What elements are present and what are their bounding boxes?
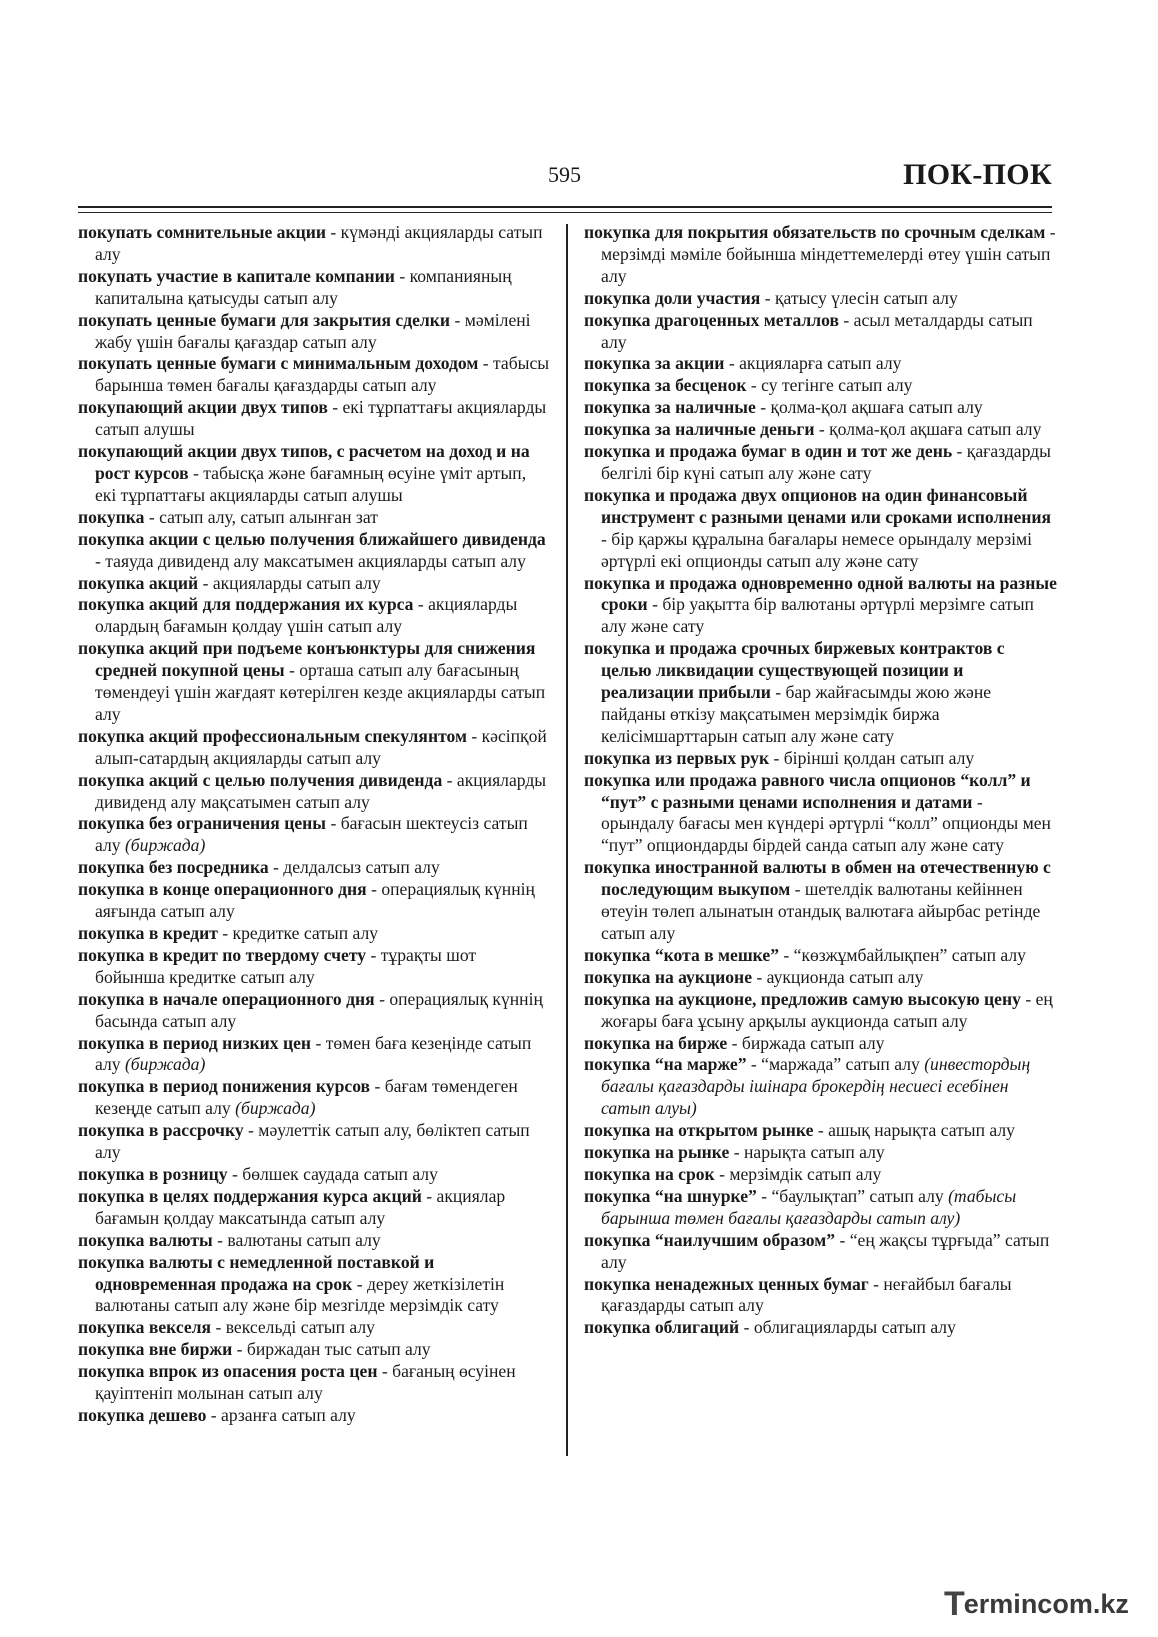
dictionary-entry xyxy=(584,1142,1058,1164)
dictionary-entry xyxy=(78,879,550,923)
entry-definition: - кәсіпқой алып-сатардың акцияларды сатып алу xyxy=(95,725,547,768)
entry-term: покупка и продажа одновременно одной валюты на разные сроки xyxy=(584,572,1057,615)
dictionary-entry xyxy=(584,638,1058,748)
entry-definition: - су тегінге сатып алу xyxy=(746,375,913,396)
entry-term: покупка иностранной валюты в обмен на отечественную с последующим выкупом xyxy=(584,857,1051,900)
entry-definition: - екі тұрпаттағы акцияларды сатып алушы xyxy=(95,397,547,440)
entry-definition: - төмен баға кезеңінде сатып алу xyxy=(95,1032,532,1075)
entry-term: покупка “наилучшим образом” xyxy=(584,1229,836,1250)
entry-term: покупка “кота в мешке” xyxy=(584,944,779,965)
dictionary-entry xyxy=(78,1405,550,1427)
entry-definition: - мәулеттік сатып алу, бөліктеп сатып алу xyxy=(95,1120,530,1163)
entry-term: покупка в кредит xyxy=(78,923,218,943)
entry-definition: - ең жоғары баға ұсыну арқылы аукционда сатып алу xyxy=(601,988,1053,1031)
entry-term: покупка для покрытия обязательств по срочным сделкам xyxy=(584,222,1046,242)
entry-term: покупка в розницу xyxy=(78,1163,228,1184)
dictionary-entry xyxy=(78,1164,550,1186)
dictionary-entry xyxy=(584,288,1058,310)
entry-definition: - асыл металдарды сатып алу xyxy=(601,309,1033,352)
entry-definition: - қағаздарды белгілі бір күні сатып алу және сату xyxy=(601,441,1051,483)
entry-definition: - орташа сатып алу бағасының төмендеуі үшін жағдаят көтерілген кезде акцияларды сатып алу xyxy=(95,660,546,724)
entry-definition: - арзанға сатып алу xyxy=(206,1404,356,1425)
dictionary-entry xyxy=(584,397,1058,419)
page-title: ПОК-ПОК xyxy=(903,158,1052,191)
entry-term: покупка и продажа двух опционов на один финансовый инструмент с разными ценами или сроками исполнения xyxy=(584,484,1052,527)
entry-definition: - дереу жеткізілетін валютаны сатып алу және бір мезгілде мерзімдік сату xyxy=(95,1273,505,1316)
entry-definition: - тұрақты шот бойынша кредитке сатып алу xyxy=(95,944,477,987)
dictionary-entry xyxy=(78,989,550,1033)
entry-term: покупка в кредит по твердому счету xyxy=(78,944,367,965)
entry-definition: - таяуда дивиденд алу максатымен акцияларды сатып алу xyxy=(95,550,526,571)
entry-definition: - акцияларды дивиденд алу мақсатымен сатып алу xyxy=(95,769,547,812)
entry-term: покупка в период низких цен xyxy=(78,1032,312,1053)
logo-mark-icon: T xyxy=(944,1584,964,1623)
dictionary-entry xyxy=(78,638,550,726)
entry-term: покупка и продажа срочных биржевых контрактов с целью ликвидации существующей позиции и реализации прибыли xyxy=(584,638,1005,703)
page-number: 595 xyxy=(548,162,581,187)
entry-term: покупка на бирже xyxy=(584,1032,728,1053)
entry-definition: - биржадан тыс сатып алу xyxy=(232,1339,431,1360)
entry-term: покупка в начале операционного дня xyxy=(78,988,375,1009)
entry-term: покупка за наличные xyxy=(584,397,756,418)
entry-definition: - биржада сатып алу xyxy=(727,1032,885,1053)
entry-note: (биржада) xyxy=(124,1054,206,1075)
entry-definition: - қолма-қол ақшаға сатып алу xyxy=(755,397,983,418)
column-divider xyxy=(566,224,568,1456)
entry-definition: - акциялар бағамын қолдау максатында сатып алу xyxy=(95,1185,506,1228)
entry-term: покупка без ограничения цены xyxy=(78,813,327,834)
entry-term: покупка на рынке xyxy=(584,1142,730,1163)
dictionary-entry xyxy=(78,507,550,529)
entry-definition: - күмәнді акцияларды сатып алу xyxy=(95,222,543,264)
entry-term: покупка акций для поддержания их курса xyxy=(78,594,414,615)
dictionary-entry xyxy=(584,419,1058,441)
dictionary-entry xyxy=(584,310,1058,354)
dictionary-entry xyxy=(78,266,550,310)
dictionary-entry xyxy=(584,967,1058,989)
dictionary-entry xyxy=(78,310,550,354)
entry-definition: - вексельді сатып алу xyxy=(211,1317,375,1338)
dictionary-entry xyxy=(78,441,550,507)
entry-definition: - сатып алу, сатып алынған зат xyxy=(144,506,378,527)
dictionary-entry xyxy=(78,397,550,441)
entry-term: покупка в конце операционного дня xyxy=(78,879,367,900)
entry-term: покупка на аукционе, предложив самую высокую цену xyxy=(584,988,1021,1009)
entry-term: покупка валюты с немедленной поставкой и одновременная продажа на срок xyxy=(78,1251,435,1294)
entry-term: покупка за наличные деньги xyxy=(584,419,815,440)
dictionary-entry xyxy=(584,222,1058,288)
entry-term: покупка ненадежных ценных бумаг xyxy=(584,1273,869,1294)
entry-definition: - мерзімдік сатып алу xyxy=(714,1163,882,1184)
dictionary-entry xyxy=(78,726,550,770)
entry-definition: - орындалу бағасы мен күндері әртүрлі “колл” опционды мен “пут” опциондарды бірдей санда сатып алу және сату xyxy=(601,791,1051,856)
dictionary-entry xyxy=(584,1054,1058,1120)
entry-definition: - операциялық күннің аяғында сатып алу xyxy=(95,879,535,922)
entry-definition: - мәмілені жабу үшін бағалы қағаздар сатып алу xyxy=(95,309,531,352)
dictionary-entry xyxy=(78,1230,550,1252)
entry-term: покупать ценные бумаги для закрытия сделки xyxy=(78,309,451,330)
dictionary-entry xyxy=(584,770,1058,858)
dictionary-entry xyxy=(78,1120,550,1164)
entry-definition: - делдалсыз сатып алу xyxy=(268,857,440,878)
dictionary-entry xyxy=(78,813,550,857)
entry-term: покупка или продажа равного числа опционов “колл” и “пут” с разными ценами исполнения и датами xyxy=(584,769,1031,812)
entry-term: покупка и продажа бумаг в один и тот же день xyxy=(584,441,953,462)
entry-definition: - бағасын шектеусіз сатып алу xyxy=(95,813,528,856)
dictionary-entry xyxy=(78,770,550,814)
entry-term: покупка за акции xyxy=(584,353,725,374)
entry-definition: - компанияның капиталына қатысуды сатып алу xyxy=(95,265,512,308)
entry-definition: - мерзімді мәміле бойынша міндеттемелерді өтеу үшін сатып алу xyxy=(601,222,1056,286)
dictionary-entry xyxy=(584,748,1058,770)
entry-term: покупка акций при подъеме конъюнктуры для снижения средней покупной цены xyxy=(78,638,536,681)
entry-term: покупка на аукционе xyxy=(584,966,753,987)
entry-term: покупка в целях поддержания курса акций xyxy=(78,1185,422,1206)
entry-term: покупка дешево xyxy=(78,1404,207,1425)
entry-definition: - табысқа және бағамның өсуіне үміт артып, екі тұрпаттағы акцияларды сатып алушы xyxy=(95,462,527,505)
entry-definition: - бір қаржы құралына бағалары немесе орындалу мерзімі әртүрлі екі опционды сатып алу және сату xyxy=(601,528,1033,571)
entry-term: покупка без посредника xyxy=(78,857,269,878)
entry-definition: - бөлшек саудада сатып алу xyxy=(227,1163,438,1184)
dictionary-entry xyxy=(584,441,1058,485)
entry-definition: - “көзжұмбайлықпен” сатып алу xyxy=(779,944,1026,965)
entry-term: покупка драгоценных металлов xyxy=(584,309,840,330)
dictionary-entry xyxy=(78,923,550,945)
entry-term: покупающий акции двух типов xyxy=(78,397,328,418)
dictionary-entry xyxy=(78,1361,550,1405)
entry-definition: - табысы барынша төмен бағалы қағаздарды сатып алу xyxy=(95,353,550,396)
entry-term: покупающий акции двух типов, с расчетом на доход и на рост курсов xyxy=(78,441,530,483)
dictionary-entry xyxy=(78,1186,550,1230)
logo-text: ermincom.kz xyxy=(963,1588,1129,1619)
site-logo[interactable] xyxy=(944,1584,1149,1624)
dictionary-entry xyxy=(78,945,550,989)
entry-term: покупка “на марже” xyxy=(584,1054,747,1075)
entry-term: покупать участие в капитале компании xyxy=(78,265,395,286)
entry-term: покупать сомнительные акции xyxy=(78,222,327,242)
entry-term: покупка доли участия xyxy=(584,287,761,308)
dictionary-entry xyxy=(78,594,550,638)
entry-note: (инвестордың бағалы қағаздарды ішінара брокердің несиесі есебінен сатып алуы) xyxy=(601,1054,1031,1119)
entry-definition: - кредитке сатып алу xyxy=(217,923,379,943)
header-rule-thick xyxy=(78,206,1052,208)
entry-term: покупка в рассрочку xyxy=(78,1120,244,1141)
entry-term: покупка валюты xyxy=(78,1229,213,1250)
entry-term: покупка акций xyxy=(78,572,199,593)
entry-note: (биржада) xyxy=(124,835,206,856)
dictionary-entry xyxy=(584,1164,1058,1186)
dictionary-entry xyxy=(584,573,1058,639)
dictionary-entry xyxy=(584,1120,1058,1142)
dictionary-entry xyxy=(584,1230,1058,1274)
entry-definition: - қолма-қол ақшаға сатып алу xyxy=(814,419,1042,440)
dictionary-entry xyxy=(584,1274,1058,1318)
left-column xyxy=(78,222,550,1427)
entry-term: покупка акций с целью получения дивиденда xyxy=(78,769,443,790)
entry-note: (табысы барынша төмен бағалы қағаздарды сатып алу) xyxy=(601,1185,1017,1228)
dictionary-entry xyxy=(584,353,1058,375)
right-column xyxy=(584,222,1058,1339)
entry-term: покупать ценные бумаги с минимальным доходом xyxy=(78,353,479,374)
dictionary-entry xyxy=(584,485,1058,573)
entry-term: покупка на открытом рынке xyxy=(584,1120,814,1141)
dictionary-entry xyxy=(78,1252,550,1318)
dictionary-entry xyxy=(584,375,1058,397)
dictionary-entry xyxy=(78,353,550,397)
entry-term: покупка впрок из опасения роста цен xyxy=(78,1361,378,1382)
dictionary-entry xyxy=(584,989,1058,1033)
dictionary-entry xyxy=(78,857,550,879)
entry-definition: - бір уақытта бір валютаны әртүрлі мерзімге сатып алу және сату xyxy=(601,594,1034,637)
entry-definition: - акцияларды олардың бағамын қолдау үшін сатып алу xyxy=(95,594,518,637)
entry-term: покупка акции с целью получения ближайшего дивиденда xyxy=(78,528,546,549)
entry-definition: - ашық нарықта сатып алу xyxy=(813,1120,1015,1141)
entry-term: покупка в период понижения курсов xyxy=(78,1076,371,1097)
entry-definition: - нарықта сатып алу xyxy=(729,1142,885,1163)
entry-definition: - аукционда сатып алу xyxy=(752,966,924,987)
dictionary-entry xyxy=(584,857,1058,945)
entry-definition: - акцияларға сатып алу xyxy=(724,353,902,374)
entry-definition: - облигацияларды сатып алу xyxy=(739,1317,956,1338)
entry-definition: - қатысу үлесін сатып алу xyxy=(760,287,958,308)
entry-term: покупка вне биржи xyxy=(78,1339,233,1360)
dictionary-entry xyxy=(584,1317,1058,1339)
header-rule-thin xyxy=(78,212,1052,213)
entry-term: покупка xyxy=(78,506,145,527)
entry-term: покупка за бесценок xyxy=(584,375,747,396)
dictionary-entry xyxy=(78,573,550,595)
entry-term: покупка на срок xyxy=(584,1163,715,1184)
entry-definition: - неғайбыл бағалы қағаздарды сатып алу xyxy=(601,1273,1012,1316)
entry-term: покупка акций профессиональным спекулянтом xyxy=(78,725,467,746)
dictionary-entry xyxy=(78,1076,550,1120)
dictionary-entry xyxy=(78,529,550,573)
dictionary-entry xyxy=(584,1186,1058,1230)
entry-definition: - “баулықтап” сатып алу xyxy=(756,1185,949,1206)
dictionary-entry xyxy=(78,222,550,266)
entry-definition: - шетелдік валютаны кейіннен өтеуін төлеп алынатын отандық валютаға айырбас ретінде сатып алу xyxy=(601,879,1041,943)
entry-definition: - “ең жақсы тұрғыда” сатып алу xyxy=(601,1229,1050,1272)
entry-term: покупка облигаций xyxy=(584,1317,740,1338)
dictionary-entry xyxy=(584,1033,1058,1055)
entry-definition: - бағаның өсуінен қауіптеніп молынан сатып алу xyxy=(95,1361,516,1404)
dictionary-entry xyxy=(584,945,1058,967)
dictionary-entry xyxy=(78,1339,550,1361)
entry-term: покупка векселя xyxy=(78,1317,212,1338)
entry-term: покупка из первых рук xyxy=(584,747,770,768)
entry-definition: - бар жайғасымды жою және пайданы өткізу мақсатымен мерзімдік биржа келісімшарттарын сатып алу және сату xyxy=(601,682,992,746)
dictionary-entry xyxy=(78,1033,550,1077)
entry-definition: - “маржада” сатып алу xyxy=(746,1054,925,1075)
entry-definition: - бағам төмендеген кезеңде сатып алу xyxy=(95,1076,518,1119)
dictionary-entry xyxy=(78,1317,550,1339)
entry-definition: - бірінші қолдан сатып алу xyxy=(769,747,975,768)
entry-term: покупка “на шнурке” xyxy=(584,1185,757,1206)
entry-definition: - валютаны сатып алу xyxy=(212,1229,381,1250)
entry-definition: - операциялық күннің басында сатып алу xyxy=(95,988,543,1031)
entry-note: (биржада) xyxy=(235,1098,316,1119)
entry-definition: - акцияларды сатып алу xyxy=(198,572,381,593)
